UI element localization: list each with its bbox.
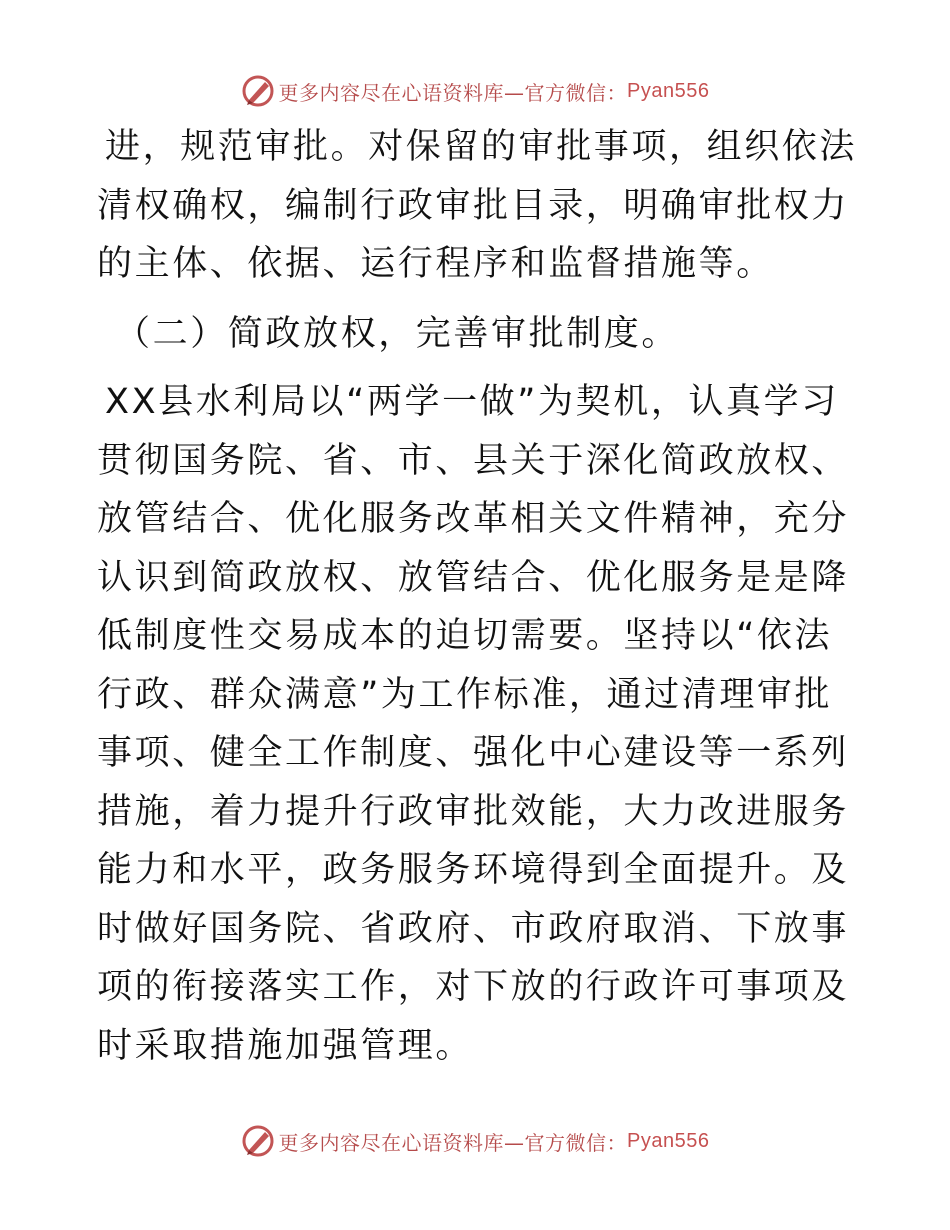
document-body [97,118,857,1075]
watermark-contact: Pyan556 [627,79,710,102]
watermark-text: 更多内容尽在心语资料库—官方微信： [278,1130,628,1155]
section-heading-2: （二）简政放权，完善审批制度。 [115,313,680,354]
watermark-contact: Pyan556 [627,1129,710,1152]
paragraph-1: 进，规范审批。对保留的审批事项，组织依法清权确权，编制行政审批目录，明确审批权力的主体、依据、运行程序和监督措施等。 [97,127,858,284]
pen-circle-icon [241,1124,275,1158]
pen-circle-icon [241,74,275,108]
footer-watermark [0,1121,950,1161]
watermark-text: 更多内容尽在心语资料库—官方微信： [278,80,628,105]
header-watermark [0,71,950,111]
paragraph-2: XX县水利局以“两学一做”为契机，认真学习贯彻国务院、省、市、县关于深化简政放权、放管结合、优化服务改革相关文件精神，充分认识到简政放权、放管结合、优化服务是是降低制度性交易成本的迫切需要。坚持以“依法行政、群众满意”为工作标准，通过清理审批事项、健全工作制度、强化中心建设等一系列措施，着力提升行政审批效能，大力改进服务能力和水平，政务服务环境得到全面提升。及时做好国务院、省政府、市政府取消、下放事项的衔接落实工作，对下放的行政许可事项及时采取措施加强管理。 [97,382,850,1066]
